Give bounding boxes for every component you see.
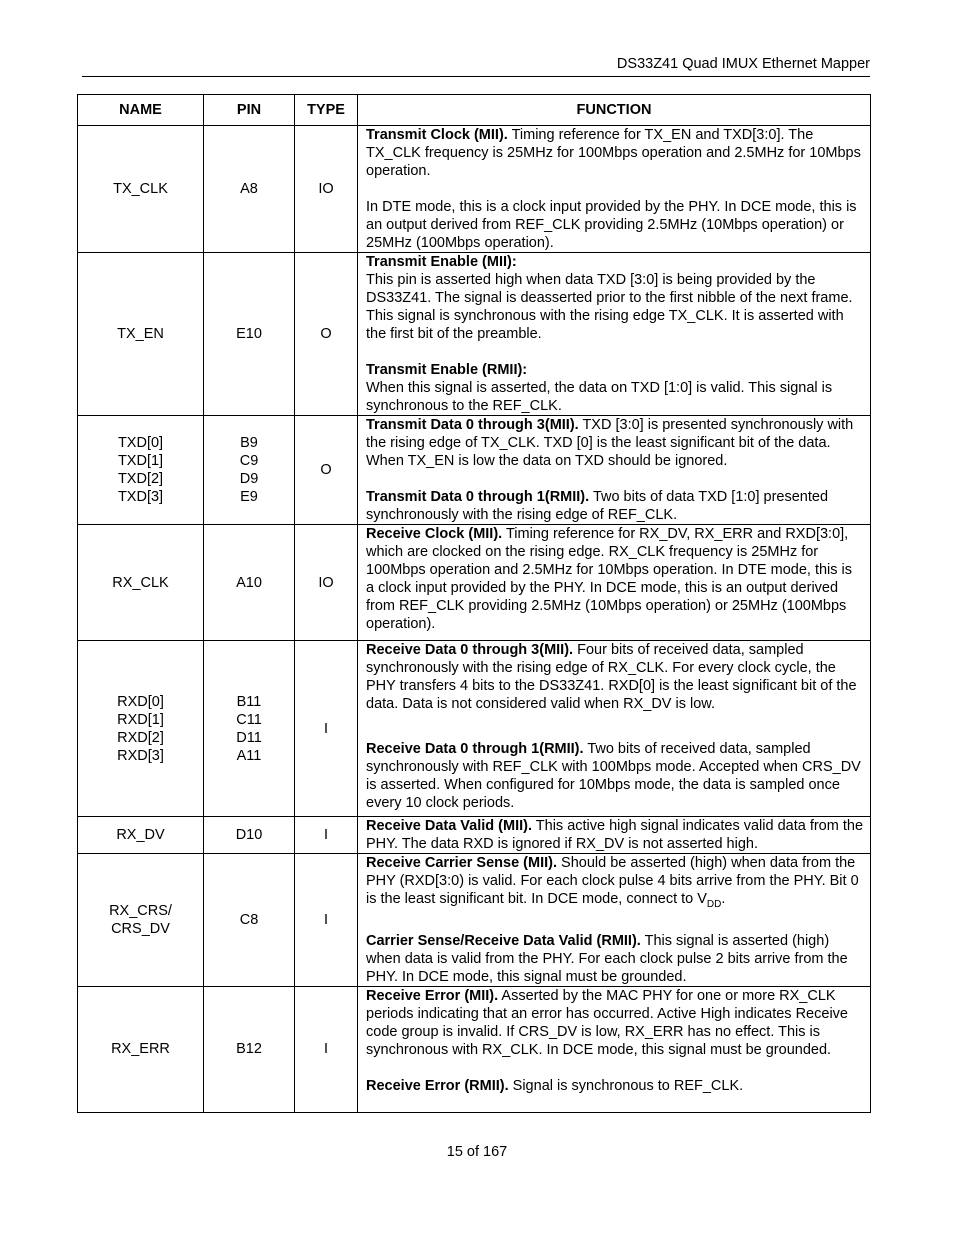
document-header-title: DS33Z41 Quad IMUX Ethernet Mapper [616,56,870,72]
cell-type: IO [295,126,358,253]
function-text: This active high signal indicates valid data from the PHY. The data RXD is ignored if RX_DV is not asserted high. [366,818,864,852]
vdd-subscript: DD [706,898,722,910]
pin-number: A10 [236,574,262,591]
signal-name: CRS_DV [111,920,170,937]
cell-type: I [295,817,358,854]
cell-function [358,986,871,1112]
cell-function [358,126,871,253]
cell-function [358,854,871,987]
function-label: Transmit Data 0 through 3(MII). [366,417,579,433]
function-label: Transmit Enable (MII): [366,254,517,270]
function-paragraph [366,987,864,1059]
function-text-tail: . [721,891,726,907]
function-label: Receive Data 0 through 1(RMII). [366,741,584,757]
function-text: When this signal is asserted, the data on TXD [1:0] is valid. This signal is synchronous to the REF_CLK. [366,380,833,414]
function-text: Signal is synchronous to REF_CLK. [508,1077,744,1094]
pin-number: E10 [236,326,262,342]
function-label: Receive Clock (MII). [366,526,503,542]
function-label: Transmit Enable (RMII): [366,362,528,378]
page-number: 15 of 167 [446,1144,508,1160]
function-paragraph [366,416,864,470]
pin-number: B9 [240,435,258,451]
cell-pin [204,253,295,416]
pin-number: D11 [236,729,262,746]
cell-function [358,641,871,817]
cell-name [78,126,204,253]
cell-pin [204,854,295,987]
function-label: Receive Error (MII). [366,987,499,1004]
cell-pin [204,126,295,253]
function-text: Should be asserted (high) when data from the PHY (RXD[3:0) is valid. For each clock pulse 4 bits arrive from the PHY. Bit 0 is the least significant bit. In DCE mode, connect to V [366,855,859,907]
function-label: Carrier Sense/Receive Data Valid (RMII). [366,932,641,949]
signal-name: RXD[0] [117,693,164,710]
table-row [78,854,871,987]
cell-pin [204,986,295,1112]
cell-name [78,525,204,641]
function-paragraph [366,854,864,914]
pin-number: A11 [236,747,262,764]
cell-name [78,986,204,1112]
column-header-function: FUNCTION [358,95,871,126]
cell-function [358,525,871,641]
function-paragraph [366,641,864,713]
cell-pin [204,817,295,854]
cell-function [358,253,871,416]
table-row [78,416,871,525]
signal-name: RX_DV [116,827,165,843]
cell-pin [204,641,295,817]
function-text: This signal is asserted (high) when data is valid from the PHY. For each clock pulse 2 bits arrive from the PHY. In DCE mode, this signal must be grounded. [366,932,848,985]
signal-name: TXD[2] [117,471,164,487]
cell-pin [204,525,295,641]
function-text: Asserted by the MAC PHY for one or more RX_CLK periods indicating that an error has occurred. Active High indicates Receive code group is invalid. If CRS_DV is low, RX_ERR has no effect. This is synchronous with RX_CLK. In DCE mode, this signal must be grounded. [366,987,848,1058]
pin-number: B12 [236,1041,262,1058]
cell-function [358,817,871,854]
column-header-name: NAME [78,95,204,126]
function-text: Two bits of data TXD [1:0] presented synchronously with the rising edge of REF_CLK. [366,489,829,523]
cell-function [358,416,871,525]
cell-name [78,817,204,854]
function-label: Receive Data 0 through 3(MII). [366,642,574,658]
column-header-type: TYPE [295,95,358,126]
signal-name: TXD[3] [117,489,164,505]
function-text: Four bits of received data, sampled synchronously with the rising edge of RX_CLK. For every clock cycle, the PHY transfers 4 bits to the DS33Z41. RXD[0] is the least significant bit of the data. Data is not considered valid when RX_DV is low. [366,642,857,712]
pin-number: D9 [239,471,259,487]
table-row [78,986,871,1112]
signal-name: RXD[1] [117,711,164,728]
pin-number: D10 [235,827,263,843]
pin-number: E9 [240,489,258,505]
cell-pin [204,416,295,525]
function-paragraph [366,1077,864,1095]
signal-name: TXD[1] [117,453,164,469]
pin-description-table [77,94,871,1113]
pin-number: C9 [239,453,259,469]
cell-name [78,253,204,416]
function-label: Receive Carrier Sense (MII). [366,855,558,871]
table-row [78,525,871,641]
function-paragraph [366,126,864,180]
table-row [78,817,871,854]
table-row [78,253,871,416]
function-label: Transmit Clock (MII). [366,127,508,143]
cell-type: I [295,986,358,1112]
cell-name [78,854,204,987]
function-label: Transmit Data 0 through 1(RMII). [366,489,590,505]
function-label: Receive Error (RMII). [366,1077,509,1094]
function-text: This pin is asserted high when data TXD [3:0] is being provided by the DS33Z41. The signal is deasserted prior to the first nibble of the next frame. This signal is synchronous with the rising edge TX_CLK. It is asserted with the first bit of the preamble. [366,272,853,342]
pin-number: A8 [240,181,258,197]
column-header-pin: PIN [204,95,295,126]
cell-name [78,641,204,817]
cell-type: I [295,641,358,817]
signal-name: TX_CLK [113,181,168,197]
function-text: In DTE mode, this is a clock input provided by the PHY. In DCE mode, this is an output derived from REF_CLK providing 2.5MHz (10Mbps operation) or 25MHz (100Mbps operation). [366,199,857,251]
pin-number: B11 [236,693,262,710]
signal-name: RXD[3] [117,747,164,764]
table-header-row [78,95,871,126]
cell-type: IO [295,525,358,641]
signal-name: TX_EN [117,326,164,342]
function-text: Two bits of received data, sampled synchronously with REF_CLK with 100Mbps mode. Accepted when CRS_DV is asserted. When configured for 10Mbps mode, the data is sampled once every 10 clock periods. [366,741,861,811]
signal-name: RX_ERR [111,1041,170,1058]
signal-name: RX_CLK [112,574,169,591]
function-paragraph [366,817,864,853]
function-text: Timing reference for RX_DV, RX_ERR and RXD[3:0], which are clocked on the rising edge. RX_CLK frequency is 25MHz for 100Mbps operation and 2.5MHz for 10Mbps operation. In DTE mode, this is a clock input provided by the PHY. In DCE mode, this is an output derived from REF_CLK providing 2.5MHz (10Mbps operation) or 25MHz (100Mbps operation). [366,526,853,632]
function-paragraph [366,525,864,633]
pin-number: C11 [236,711,262,728]
function-paragraph [366,198,864,252]
cell-name [78,416,204,525]
function-text: TXD [3:0] is presented synchronously with the rising edge of TX_CLK. TXD [0] is the least significant bit of the data. When TX_EN is low the data on TXD should be ignored. [366,417,854,469]
table-row [78,126,871,253]
cell-type: O [295,416,358,525]
function-text: Timing reference for TX_EN and TXD[3:0]. The TX_CLK frequency is 25MHz for 100Mbps operation and 2.5MHz for 10Mbps operation. [366,127,861,179]
function-paragraph [366,488,864,524]
header-rule [82,76,870,77]
cell-type: I [295,854,358,987]
signal-name: TXD[0] [117,435,164,451]
cell-type: O [295,253,358,416]
signal-name: RXD[2] [117,729,164,746]
function-paragraph [366,932,864,986]
function-label: Receive Data Valid (MII). [366,818,533,834]
signal-name: RX_CRS/ [109,902,172,919]
function-paragraph [366,740,864,812]
table-row [78,641,871,817]
pin-number: C8 [239,911,259,928]
